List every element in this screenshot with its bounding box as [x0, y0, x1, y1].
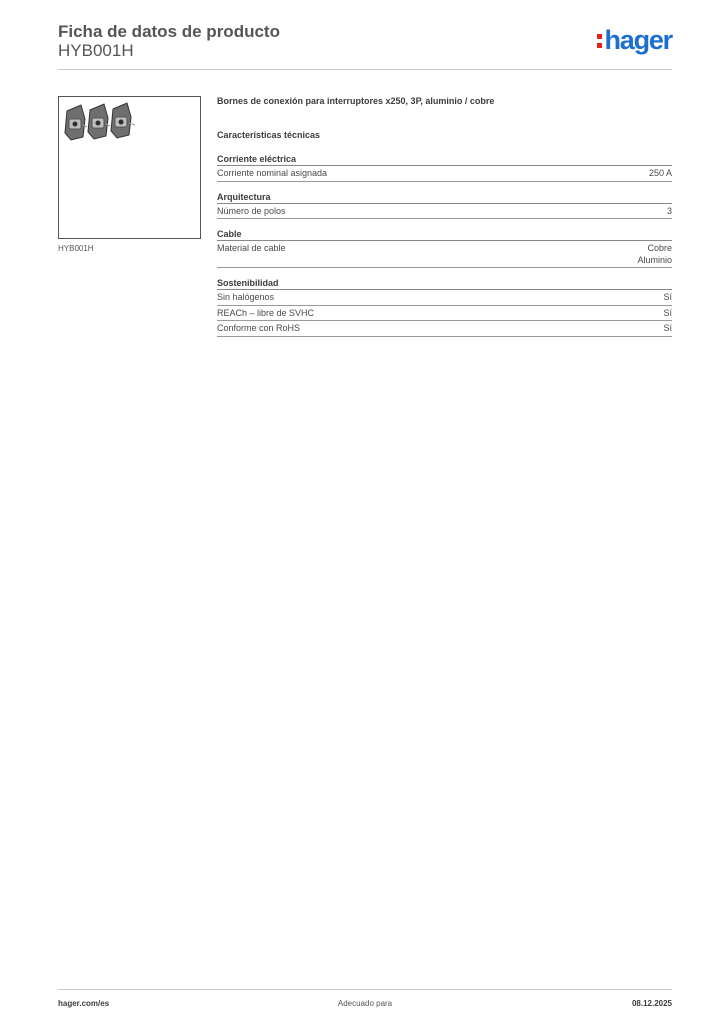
spec-label: Material de cable — [217, 243, 286, 253]
spec-value: 3 — [666, 205, 672, 216]
spec-label: Sin halógenos — [217, 292, 275, 302]
spec-label: Conforme con RoHS — [217, 323, 301, 333]
product-description: Bornes de conexión para interruptores x250, 3P, aluminio / cobre — [217, 96, 495, 106]
spec-label: Corriente nominal asignada — [217, 168, 328, 178]
spec-value: 250 A — [648, 168, 672, 178]
spec-value: Cobre Aluminio — [637, 243, 672, 265]
spec-group-architecture — [217, 192, 672, 220]
hager-logo — [597, 26, 672, 54]
spec-group-electrical — [217, 154, 672, 182]
image-caption: HYB001H — [58, 244, 94, 253]
product-image — [58, 96, 201, 239]
document-title: Ficha de datos de producto — [58, 22, 280, 41]
product-specs — [217, 96, 672, 337]
spec-value: Sí — [663, 307, 672, 318]
footer-center-text: Adecuado para — [337, 999, 393, 1008]
spec-group-title: Cable — [217, 229, 672, 241]
spec-value: Sí — [663, 323, 672, 333]
spec-group-title: Sostenibilidad — [217, 278, 672, 290]
footer-date: 08.12.2025 — [631, 999, 672, 1008]
spec-row — [217, 241, 672, 268]
spec-label: Número de polos — [217, 205, 286, 216]
specs-heading: Características técnicas — [217, 130, 321, 140]
footer-website: hager.com/es — [58, 999, 110, 1008]
logo-text: hager — [604, 25, 672, 55]
logo-dots-icon — [597, 34, 602, 48]
connection-terminals-image — [59, 97, 200, 238]
spec-row — [217, 321, 672, 337]
page-footer — [58, 989, 672, 1013]
spec-value: Sí — [663, 292, 672, 302]
spec-group-title: Corriente eléctrica — [217, 154, 672, 166]
spec-row — [217, 290, 672, 306]
spec-row — [217, 166, 672, 182]
spec-row — [217, 204, 672, 220]
spec-label: REACh – libre de SVHC — [217, 307, 315, 318]
spec-group-cable — [217, 229, 672, 268]
spec-group-title: Arquitectura — [217, 192, 672, 204]
spec-row — [217, 306, 672, 322]
spec-group-sustainability — [217, 278, 672, 337]
page-header — [58, 20, 672, 70]
product-code: HYB001H — [58, 41, 134, 60]
